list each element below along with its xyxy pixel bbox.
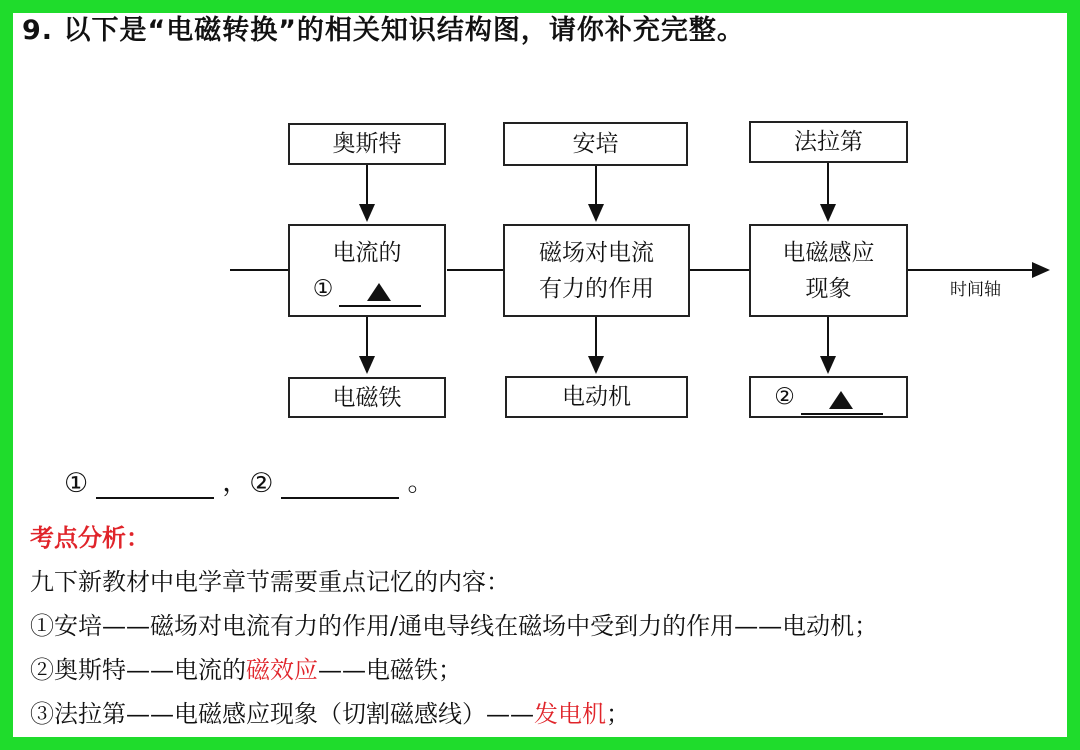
answer-marker-2: ② (249, 468, 274, 499)
box-faraday: 法拉第 (749, 121, 908, 163)
box-induction: 电磁感应 现象 (749, 224, 908, 317)
box-ampere: 安培 (503, 122, 688, 166)
analysis-line-1: ①安培——磁场对电流有力的作用/通电导线在磁场中受到力的作用——电动机； (30, 612, 879, 640)
triangle-icon (829, 391, 853, 409)
analysis-section (30, 516, 878, 736)
answer-marker-1: ① (64, 468, 89, 499)
triangle-icon (367, 283, 391, 301)
box-current-blank: 电流的 ① (288, 224, 446, 317)
marker-1: ① (312, 275, 334, 302)
box-electromagnet: 电磁铁 (288, 377, 446, 418)
question-text: 9. 以下是“电磁转换”的相关知识结构图，请你补充完整。 (22, 15, 745, 46)
analysis-intro: 九下新教材中电学章节需要重点记忆的内容： (30, 568, 510, 596)
box-magnetic-force: 磁场对电流 有力的作用 (503, 224, 690, 317)
marker-2: ② (774, 384, 795, 410)
blank-1 (339, 279, 421, 307)
blank-2 (801, 387, 883, 415)
analysis-line-2: ②奥斯特——电流的磁效应——电磁铁； (30, 656, 462, 684)
analysis-line-3: ③法拉第——电磁感应现象（切割磁感线）——发电机； (30, 700, 630, 728)
box-motor: 电动机 (505, 376, 688, 418)
time-axis-label: 时间轴 (950, 280, 1001, 300)
answer-end: 。 (407, 467, 435, 498)
answer-separator: ， (222, 467, 250, 498)
answer-row (64, 460, 434, 499)
box-oersted: 奥斯特 (288, 123, 446, 165)
answer-blank-2[interactable] (281, 469, 399, 499)
box-blank-2 (749, 376, 908, 418)
highlight-generator: 发电机 (534, 700, 606, 728)
analysis-title: 考点分析： (30, 524, 150, 552)
answer-blank-1[interactable] (96, 469, 214, 499)
highlight-magnetic-effect: 磁效应 (246, 656, 318, 684)
